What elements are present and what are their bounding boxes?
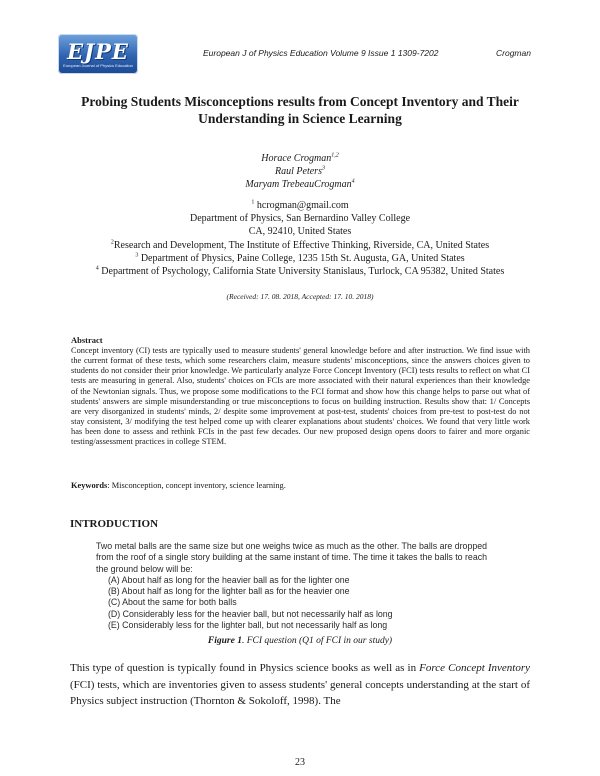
answer-option-b: (B) About half as long for the lighter ball as for the heavier one xyxy=(108,586,350,597)
running-head: Crogman xyxy=(496,48,531,58)
journal-info: European J of Physics Education Volume 9 Issue 1 1309-7202 xyxy=(203,48,439,58)
affiliation-1-address: CA, 92410, United States xyxy=(248,226,352,237)
author-1: Horace Crogman$^{1,2}$ xyxy=(261,152,339,164)
answer-option-a: (A) About half as long for the heavier ball as for the lighter one xyxy=(108,574,350,585)
keywords: Keywords: Misconception, concept inventory, science learning. xyxy=(71,481,286,490)
affiliation-3: $^3$ Department of Physics, Paine College, 1235 15th St. Augusta, GA, United States xyxy=(135,252,465,264)
introduction-heading: INTRODUCTION xyxy=(70,518,159,530)
abstract-text: Concept inventory (CI) tests are typically used to measure students' general knowledge before and after instruction. We find issue with the current format of these tests, which some researchers claim, measure students' misconceptions, since the answers choices given to students do not consider their prior knowledge. We particularly analyze Force Concept Inventory (FCI) tests results to reflect on what CI tests are measuring in general. Also, students' choices on FCIs are more associated with their natural experiences than their knowledge of the Newtonian signals. Thus, we propose some modifications to the FCI format and show how this change helps to parse out what of students' answers are simple misunderstanding or true misconceptions to focus on building instruction. Results show that: 1/ Concepts are very disorganized in students' minds, 2/ despite some improvement at post-test, students' choices from pre-test to post-test do not stay consistent, 3/ modifying the test helped come up with clearer explanations about students' choices. We found that very little work has been done to assess and rethink FCIs in the past few decades. Our new proposed design opens doors to fairer and more organic testing/assessment practices in college STEM. xyxy=(71,346,530,447)
affiliation-4: $^4$ Department of Psychology, California State University Stanislaus, Turlock, CA 95382, United States xyxy=(95,265,505,277)
introduction-paragraph: This type of question is typically found in Physics science books as well as in Force Concept Inventory (FCI) tests, which are inventories given to assess students' general concepts understanding at the start of Physics subject instruction (Thornton & Sokoloff, 1998). The xyxy=(70,662,530,707)
author-2: Raul Peters$^3$ xyxy=(275,165,325,177)
received-dates: (Received: 17. 08. 2018, Accepted: 17. 10. 2018) xyxy=(226,292,374,301)
author-email: $^1$ hcrogman@gmail.com xyxy=(251,199,349,211)
question-line: the ground below will be: xyxy=(96,563,193,574)
paper-title: Probing Students Misconceptions results from Concept Inventory and Their Understanding in Science Learning xyxy=(81,94,519,126)
author-3: Maryam TrebeauCrogman$^4$ xyxy=(245,178,355,190)
affiliation-2: $^2$Research and Development, The Institute of Effective Thinking, Riverside, CA, United States xyxy=(110,239,490,251)
logo-subtitle: European Journal of Physics Education xyxy=(63,63,133,68)
answer-option-d: (D) Considerably less for the heavier ball, but not necessarily half as long xyxy=(108,608,393,619)
question-line: from the roof of a single story building at the same instant of time. The time it takes the balls to reach xyxy=(96,552,488,563)
abstract-heading: Abstract xyxy=(71,335,103,345)
journal-logo xyxy=(58,34,138,74)
figure-caption: Figure 1. FCI question (Q1 of FCI in our study) xyxy=(207,636,393,646)
fci-question-figure xyxy=(96,541,536,631)
answer-option-c: (C) About the same for both balls xyxy=(108,597,237,608)
question-line: Two metal balls are the same size but one weighs twice as much as the other. The balls are dropped xyxy=(96,541,488,551)
page-number: 23 xyxy=(295,757,305,768)
answer-option-e: (E) Considerably less for the lighter ball, but not necessarily half as long xyxy=(108,620,388,631)
logo-text: EJPE xyxy=(67,39,129,64)
affiliation-1-dept: Department of Physics, San Bernardino Valley College xyxy=(189,213,411,224)
